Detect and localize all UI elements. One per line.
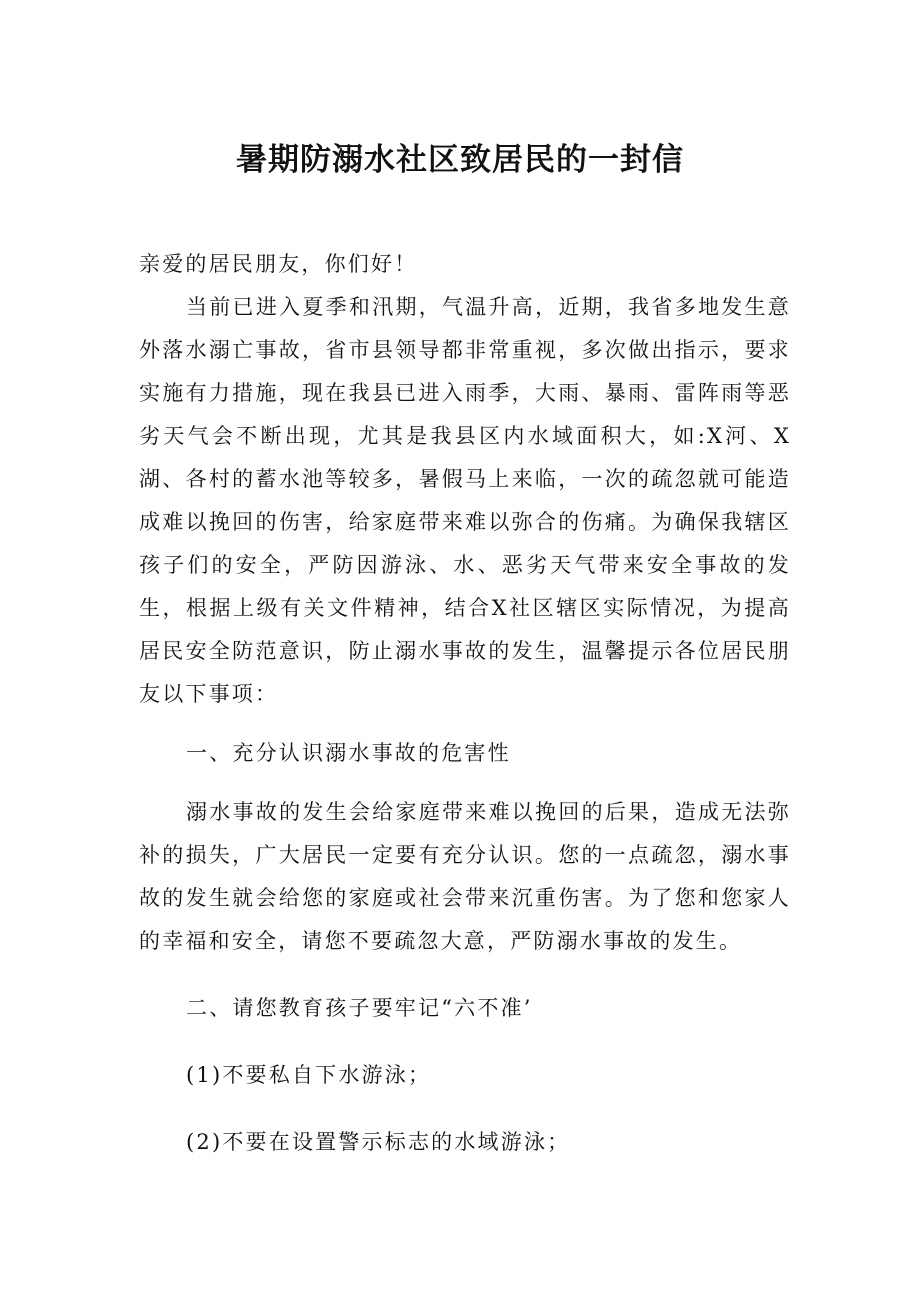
section-2-heading: 二、请您教育孩子要牢记“六不准’ [186,996,533,1020]
rule-item-1: (1)不要私自下水游泳； [186,1063,432,1087]
rule-item-2: (2)不要在设置警示标志的水域游泳； [186,1130,571,1154]
section-1-paragraph: 溺水事故的发生会给家庭带来难以挽回的后果，造成无法弥补的损失，广大居民一定要有充分认识。您的一点疏忽，溺水事故的发生就会给您的家庭或社会带来沉重伤害。为了您和您家人的幸福和安全，请您不要疏忽大意，严防溺水事故的发生。 [139,800,791,953]
salutation: 亲爱的居民朋友，你们好！ [139,252,418,276]
letter-body [139,243,791,1164]
document-title: 暑期防溺水社区致居民的一封信 [236,142,684,178]
section-1-heading: 一、充分认识溺水事故的危害性 [186,741,511,765]
intro-paragraph: 当前已进入夏季和汛期，气温升高，近期，我省多地发生意外落水溺亡事故，省市县领导都非常重视，多次做出指示，要求实施有力措施，现在我县已进入雨季，大雨、暴雨、雷阵雨等恶劣天气会不断出现，尤其是我县区内水域面积大，如:X河、X湖、各村的蓄水池等较多，暑假马上来临，一次的疏忽就可能造成难以挽回的伤害，给家庭带来难以弥合的伤痛。为确保我辖区孩子们的安全，严防因游泳、水、恶劣天气带来安全事故的发生，根据上级有关文件精神，结合X社区辖区实际情况，为提高居民安全防范意识，防止溺水事故的发生，温馨提示各位居民朋友以下事项： [139,295,791,706]
